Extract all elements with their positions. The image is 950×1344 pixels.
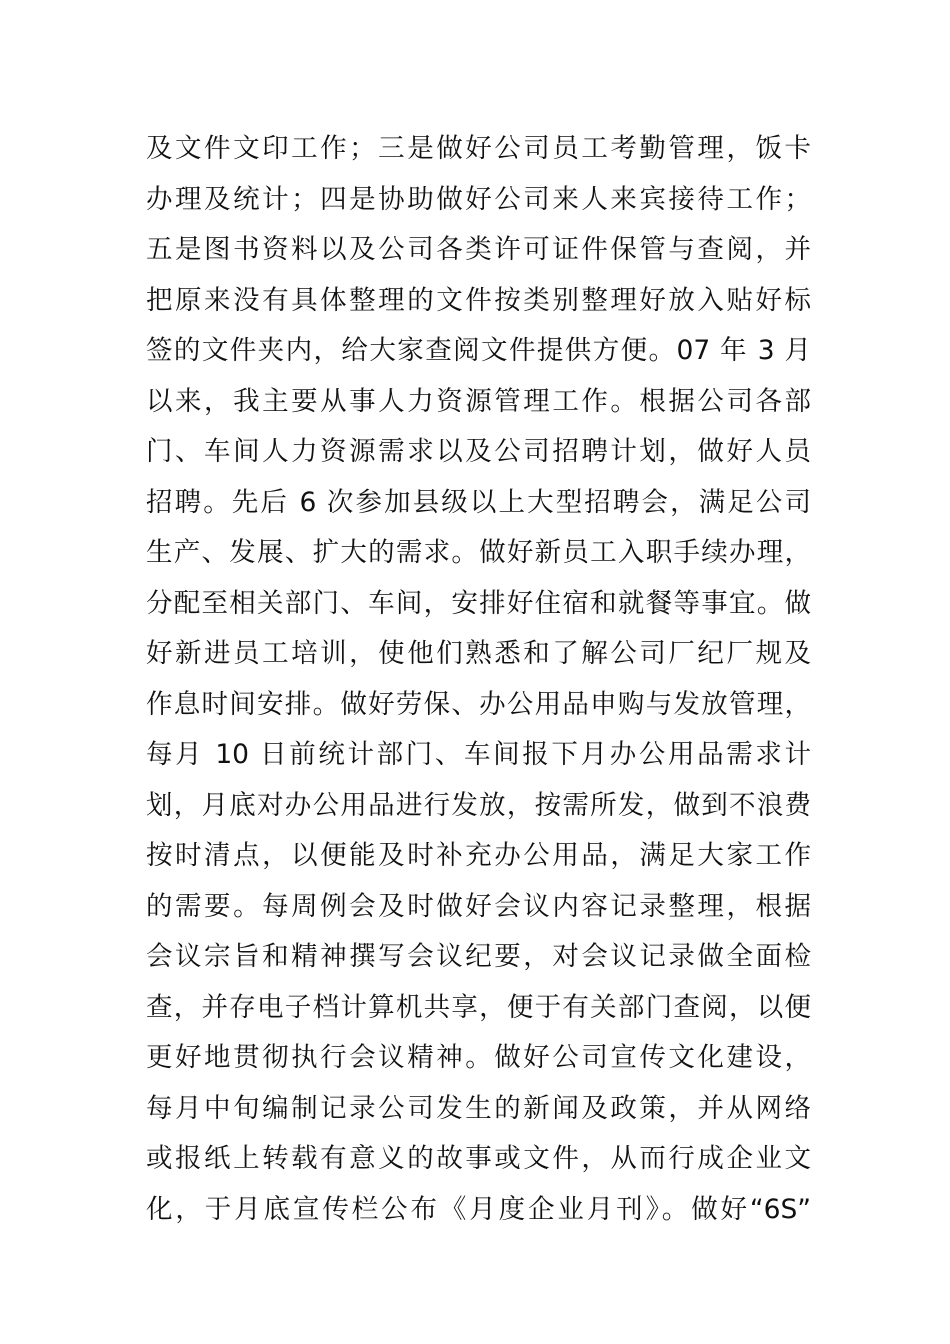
text-line: 门、车间人力资源需求以及公司招聘计划，做好人员: [146, 436, 811, 467]
text-line: 或报纸上转载有意义的故事或文件，从而行成企业文: [146, 1143, 811, 1174]
text-line: 招聘。先后 6 次参加县级以上大型招聘会，满足公司: [146, 486, 811, 518]
text-line: 以来，我主要从事人力资源管理工作。根据公司各部: [146, 385, 811, 417]
text-line: 会议宗旨和精神撰写会议纪要，对会议记录做全面检: [146, 941, 811, 972]
text-line: 签的文件夹内，给大家查阅文件提供方便。07 年 3 月: [146, 335, 811, 366]
text-line: 办理及统计；四是协助做好公司来人来宾接待工作；: [146, 183, 811, 215]
text-line: 五是图书资料以及公司各类许可证件保管与查阅，并: [146, 234, 811, 265]
text-line: 查，并存电子档计算机共享，便于有关部门查阅，以便: [146, 991, 811, 1023]
text-line: 分配至相关部门、车间，安排好住宿和就餐等事宜。做: [146, 587, 811, 619]
text-line: 生产、发展、扩大的需求。做好新员工入职手续办理，: [146, 537, 811, 568]
text-line: 划，月底对办公用品进行发放，按需所发，做到不浪费: [146, 789, 811, 821]
text-line: 更好地贯彻执行会议精神。做好公司宣传文化建设，: [146, 1042, 811, 1073]
text-line: 把原来没有具体整理的文件按类别整理好放入贴好标: [146, 284, 811, 316]
text-line: 按时清点，以便能及时补充办公用品，满足大家工作: [146, 840, 811, 871]
text-line: 化，于月底宣传栏公布《月度企业月刊》。做好“6S”: [146, 1193, 811, 1225]
text-line: 的需要。每周例会及时做好会议内容记录整理，根据: [146, 890, 811, 922]
document-body: [146, 124, 811, 1235]
text-line: 好新进员工培训，使他们熟悉和了解公司厂纪厂规及: [146, 638, 811, 669]
text-line: 每月 10 日前统计部门、车间报下月办公用品需求计: [146, 739, 811, 770]
text-line: 作息时间安排。做好劳保、办公用品申购与发放管理，: [146, 688, 811, 720]
text-line: 及文件文印工作；三是做好公司员工考勤管理，饭卡: [146, 133, 811, 164]
text-line: 每月中旬编制记录公司发生的新闻及政策，并从网络: [146, 1092, 811, 1124]
